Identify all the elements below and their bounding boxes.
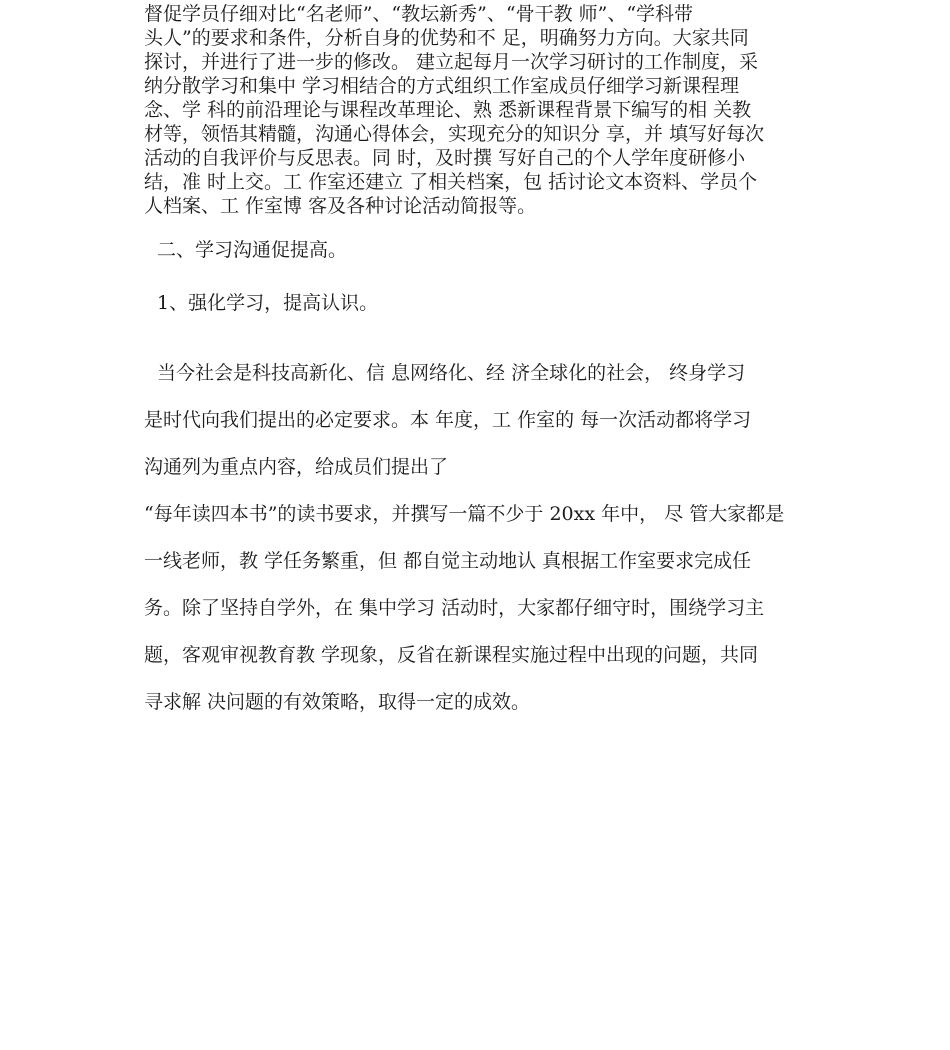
paragraph-line: 活动的自我评价与反思表。同 时，及时撰 写好自己的个人学年度研修小 bbox=[144, 147, 746, 169]
paragraph-line: 纳分散学习和集中 学习相结合的方式组织工作室成员仔细学习新课程理 bbox=[144, 75, 740, 97]
paragraph-line: 务。除了坚持自学外，在 集中学习 活动时，大家都仔细守时，围绕学习主 bbox=[144, 597, 765, 619]
paragraph-line: 一线老师，教 学任务繁重，但 都自觉主动地认 真根据工作室要求完成任 bbox=[144, 550, 752, 572]
paragraph-line: 人档案、工 作室博 客及各种讨论活动简报等。 bbox=[144, 195, 537, 217]
paragraph-line: 探讨，并进行了进一步的修改。 建立起每月一次学习研讨的工作制度，采 bbox=[144, 51, 759, 73]
paragraph-work-system bbox=[144, 2, 854, 218]
paragraph-line: 题，客观审视教育教 学现象，反省在新课程实施过程中出现的问题，共同 bbox=[144, 644, 759, 666]
paragraph-line: 头人”的要求和条件，分析自身的优势和不 足，明确努力方向。大家共同 bbox=[144, 27, 749, 49]
paragraph-line: “每年读四本书”的读书要求，并撰写一篇不少于 20xx 年中， 尽 管大家都是 bbox=[144, 503, 785, 525]
paragraph-line: 沟通列为重点内容，给成员们提出了 bbox=[144, 456, 449, 478]
paragraph-line: 念、学 科的前沿理论与课程改革理论、熟 悉新课程背景下编写的相 关教 bbox=[144, 99, 752, 121]
paragraph-strengthen-learning bbox=[144, 350, 854, 726]
paragraph-line: 材等，领悟其精髓，沟通心得体会，实现充分的知识分 享，并 填写好每次 bbox=[144, 123, 765, 145]
paragraph-line: 是时代向我们提出的必定要求。本 年度，工 作室的 每一次活动都将学习 bbox=[144, 409, 752, 431]
paragraph-line: 督促学员仔细对比“名老师”、“教坛新秀”、“骨干教 师”、“学科带 bbox=[144, 3, 694, 25]
section-heading: 二、学习沟通促提高。 bbox=[157, 239, 348, 261]
subsection-heading: 1、强化学习，提高认识。 bbox=[157, 292, 379, 314]
paragraph-line: 寻求解 决问题的有效策略，取得一定的成效。 bbox=[144, 691, 531, 713]
paragraph-line: 结，准 时上交。工 作室还建立 了相关档案，包 括讨论文本资料、学员个 bbox=[144, 171, 758, 193]
paragraph-line: 当今社会是科技高新化、信 息网络化、经 济全球化的社会， 终身学习 bbox=[157, 362, 746, 384]
